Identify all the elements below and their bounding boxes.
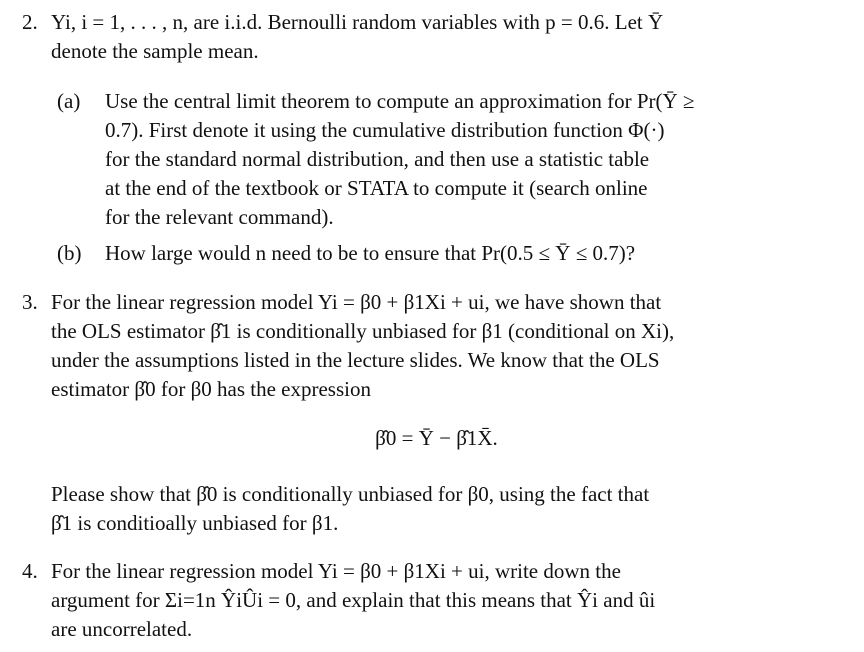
problem-3-line-4: estimator β̂0 for β0 has the expression xyxy=(51,377,371,401)
part-b-text: How large would n need to be to ensure that Pr(0.5 ≤ Ȳ ≤ 0.7)? xyxy=(105,241,636,265)
problem-2-number: 2. xyxy=(22,10,38,34)
problem-2-line-1: Yi, i = 1, . . . , n, are i.i.d. Bernoulli random variables with p = 0.6. Let Ȳ xyxy=(51,10,664,34)
problem-3-after-line-2: β̂1 is conditioally unbiased for β1. xyxy=(51,511,339,535)
problem-3-line-3: under the assumptions listed in the lecture slides. We know that the OLS xyxy=(51,348,660,372)
part-a-line-2: 0.7). First denote it using the cumulative distribution function Φ(·) xyxy=(105,118,665,142)
problem-3-equation-block xyxy=(22,424,822,453)
part-a-line-3: for the standard normal distribution, and then use a statistic table xyxy=(105,147,650,171)
problem-2-line-2: denote the sample mean. xyxy=(51,39,259,63)
problem-2-part-b xyxy=(22,239,822,268)
problem-2 xyxy=(22,8,822,66)
problem-3-after-line-1: Please show that β̂0 is conditionally unbiased for β0, using the fact that xyxy=(51,482,650,506)
problem-4-line-3: are uncorrelated. xyxy=(51,617,193,641)
part-a-line-1: Use the central limit theorem to compute an approximation for Pr(Ȳ ≥ xyxy=(105,89,695,113)
part-a-line-4: at the end of the textbook or STATA to compute it (search online xyxy=(105,176,648,200)
problem-3 xyxy=(22,288,822,404)
problem-3-number: 3. xyxy=(22,290,38,314)
problem-4-line-1: For the linear regression model Yi = β0 + β1Xi + ui, write down the xyxy=(51,559,621,583)
problem-2-part-a xyxy=(22,87,822,232)
problem-4-number: 4. xyxy=(22,559,38,583)
problem-3-equation: β̂0 = Ȳ − β̂1X̄. xyxy=(375,426,498,450)
problem-3-line-2: the OLS estimator β̂1 is conditionally unbiased for β1 (conditional on Xi), xyxy=(51,319,675,343)
problem-3-continuation xyxy=(22,480,822,538)
part-b-label: (b) xyxy=(57,241,82,265)
problem-4-line-2: argument for Σi=1n ŶiÛi = 0, and explain that this means that Ŷi and ûi xyxy=(51,588,656,612)
part-a-line-5: for the relevant command). xyxy=(105,205,334,229)
problem-4 xyxy=(22,557,822,644)
problem-3-line-1: For the linear regression model Yi = β0 + β1Xi + ui, we have shown that xyxy=(51,290,662,314)
part-a-label: (a) xyxy=(57,89,81,113)
